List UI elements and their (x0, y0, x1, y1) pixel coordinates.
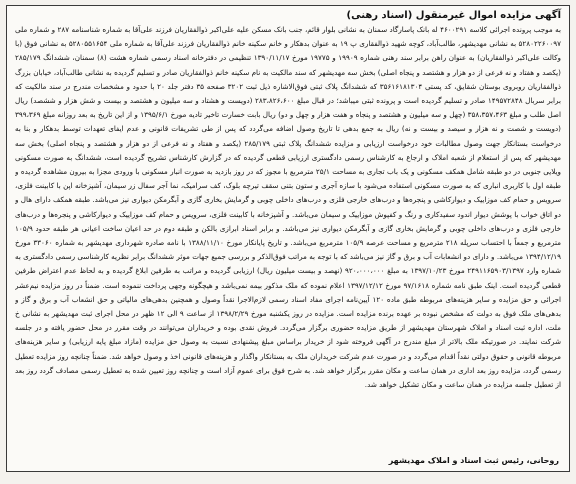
notice-body: به موجب پرونده اجرائی کلاسه ۴۶۰۰۲۹۱ له بانک پاسارگاد سمنان به نشانی بلوار قائم، جنب بانک مسکن علیه علی‌اکبر ذوالفقاریان فرزند علی‌آقا به شماره شناسنامه ۲۸۷ و شماره ملی ۵۲۸۰۲۲۶۰۰۹۷ به نشانی مهدیشهر، طالب‌آباد، کوچه شهید ذوالفقاری پ ۱۹ به عنوان بدهکار و خانم سکینه خانم ذوالفقاریان فرزند علی‌آقا به شماره ملی ۵۲۸۰۵۵۱۶۵۴ به نشانی فوق (با وکالت علی‌اکبر ذوالفقاریان) به عنوان راهن برابر سند رهنی شماره ۱۹۹۰۹ و ۱۹۷۷۵ مورخ ۱۳۹۰/۱۱/۱۷ تنظیمی در دفترخانه اسناد رسمی شماره هشت (۸) سمنان، ششدانگ ۲۸۵/۱۷۹ (یکصد و هفتاد و نه فرعی از دو هزار و هشتصد و پنجاه اصلی) بخش سه مهدیشهر که سند مالکیت به نام سکینه خانم ذوالفقاریان صادر و تسلیم گردیده به نشانی طالب‌آباد، خیابان بزرگ ذوالفقاریان روبروی بوستان شقایق، کد پستی ۳۵۶۱۶۱۸۱۳۰۴ که ششدانگ پلاک ثبتی فوق‌الاشاره ذیل ثبت ۳۲۰۲ صفحه ۳۵ دفتر جلد ۲۰ با حدود و مشخصات مندرج در سند مالکیت که برابر سربال ۱۴۹۵۷۲۸۴۸ صادر و تسلیم گردیده است و پرونده ثبتی میباشد؛ در قبال مبلغ ۲۸۳،۸۲۶،۶۰۰ (دویست و هشتاد و سه میلیون و هشتصد و بیست و شش هزار و ششصد) ریال اصل طلب و مبلغ ۳۵۸،۳۵۷،۴۶۳ (چهل و سه میلیون و هشتصد و پنجاه و هفت هزار و چهل و دو) ریال بابت خسارت تاخیر تادیه مورخ ۱۳۹۵/۶/۱ و از این تاریخ به بعد روزانه مبلغ ۳۹۹،۳۶۹ (دویست و شصت و نه هزار و سیصد و بیست و نه) ریال به جمع بدهی تا تاریخ وصول اضافه می‌گردد که پس از طی تشریفات قانونی و عدم ایفای تعهدات توسط بدهکار و بنا به درخواست بستانکار جهت وصول مطالبات خود درخواست ارزیابی و مزایده ششدانگ پلاک ثبتی ۲۸۵/۱۷۹ (یکصد و هفتاد و نه فرعی از دو هزار و هشتصد و پنجاه اصلی) بخش سه مهدیشهر که پس از استعلام از شعبه املاک و ارجاع به کارشناس رسمی دادگستری ارزیابی قطعی گردیده که در گزارش کارشناس تشریح گردیده است، ششدانگ به صورت مسکونی ویلایی جنوبی در دو طبقه شامل همکف مسکونی و یک باب تجاری به مساحت ۲۵/۱ مترمربع با مجوز که در روز بازدید به صورت انبار مسکونی با ورودی مجزا به بیرون مشاهده گردیده و طبقه اول با کاربری انباری که به صورت مسکونی استفاده می‌شود با سازه آجری و ستون بتنی سقف تیرچه بلوک، کف سرامیک، نما آجر سفال زر سیمان، آشپزخانه اپن با کابینت فلزی، سرویس و حمام کف موزاییک و دیوارکاشی و پنجره‌ها و درب‌های خارجی فلزی و درب‌های داخلی چوبی و گرمایش بخاری گازی و آبگرمکن دیواری نیز می‌باشد. طبقه همکف دارای هال و دو اتاق خواب با پوشش دیوار اندود سفیدکاری و رنگ و کفپوش موزاییک و سیمان می‌باشد. و آشپزخانه با کابینت فلزی، سرویس و حمام کف موزاییک و دیوارکاشی و پنجره‌ها و درب‌های خارجی فلزی و درب‌های داخلی چوبی و گرمایش بخاری گازی و آبگرمکن دیواری نیز می‌باشد. و برابر اسناد ابرازی بالکن و طبقه دوم در حد اعیان ساخت اعیانی هر طبقه حدود ۱۰۵/۹ مترمربع و جمعاً با احتساب سرپله ۲۱۸ مترمربع و مساحت عرصه ۱۰۵/۹ مترمربع می‌باشد. و تاریخ پایانکار مورخ ۱۳۸۸/۱۱/۱۰ با نامه صادره شهرداری مهدیشهر به شماره ۳۳۰۶۰ مورخ ۱۳۹۴/۱۲/۱۹ می‌باشد. و دارای دو انشعابات آب و برق و گاز نیز می‌باشد که با توجه به مراتب فوق‌الذکر و بررسی جمیع جهات موثر ششدانگ برابر نظریه کارشناسی رسمی دادگستری به شماره وارد ۲۴۹۱۱۶۵۹۰۳/۱۳۹۷ مورخ ۱۳۹۷/۱۰/۲۳ به مبلغ ۹۲۰،۰۰۰،۰۰۰ (نهصد و بیست میلیون ریال) ارزیابی گردیده و مراتب به طرفین ابلاغ گردیده و به لحاظ عدم اعتراض طرفین قطعی گردیده است. اینک طبق نامه شماره ۹۷/۱۶۱۸ مورخ ۱۳۹۷/۱۲/۱۲ اعلام نموده که ملک مذکور بیمه نمی‌باشد و هیچگونه وجهی پرداخت ننموده است. ضمناً در روز مزایده نیم‌عشر اجرائی و حق مزایده و سایر هزینه‌های مربوطه طبق ماده ۱۲۰ آیین‌نامه اجرای مفاد اسناد رسمی لازم‌الاجرا نقداً وصول و همچنین بدهی‌های مالیاتی و حق انشعاب آب و برق و گاز و بدهی‌های ملک فوق به دولت که مشخص نبوده بر عهده برنده مزایده است. مزایده در روز یکشنبه مورخ ۱۳۹۸/۲/۲۹ از ساعت ۹ الی ۱۲ ظهر در محل اجرای ثبت مهدیشهر به نشانی خ ملت، اداره ثبت اسناد و املاک شهرستان مهدیشهر از طریق مزایده حضوری برگزار می‌گردد. فروش نقدی بوده و خریداران می‌توانند در وقت مقرر در محل حضور یافته و در جلسه شرکت نمایند. در صورتیکه ملک بالاتر از مبلغ مندرج در آگهی فروخته شود از خریدار براساس مبلغ پیشنهادی نسبت به وصول حق مزایده (مازاد مبلغ پایه ارزیابی) و سایر هزینه‌های مربوطه قانونی و حقوق دولتی نقداً اقدام می‌گردد و در صورت عدم شرکت خریداران ملک به بستانکار واگذار و هزینه‌های قانونی اخذ و وصول خواهد شد. ضمناً چنانچه روز مزایده تعطیل رسمی گردد، مزایده روز بعد اداری در همان ساعت و مکان مقرر برگزار خواهد شد. به شرح فوق برای عموم آزاد است و چنانچه روز تعیین شده به تعطیل رسمی مصادف گردد روز بعد از تعطیل جلسه مزایده در همان ساعت و مکان تشکیل خواهد شد. (15, 25, 561, 390)
notice-card (6, 5, 570, 472)
notice-signature: روحانی، رئیس ثبت اسناد و املاک مهدیشهر (388, 456, 559, 465)
notice-title: آگهی مزایده اموال غیرمنقول (اسناد رهنی) (346, 10, 561, 21)
